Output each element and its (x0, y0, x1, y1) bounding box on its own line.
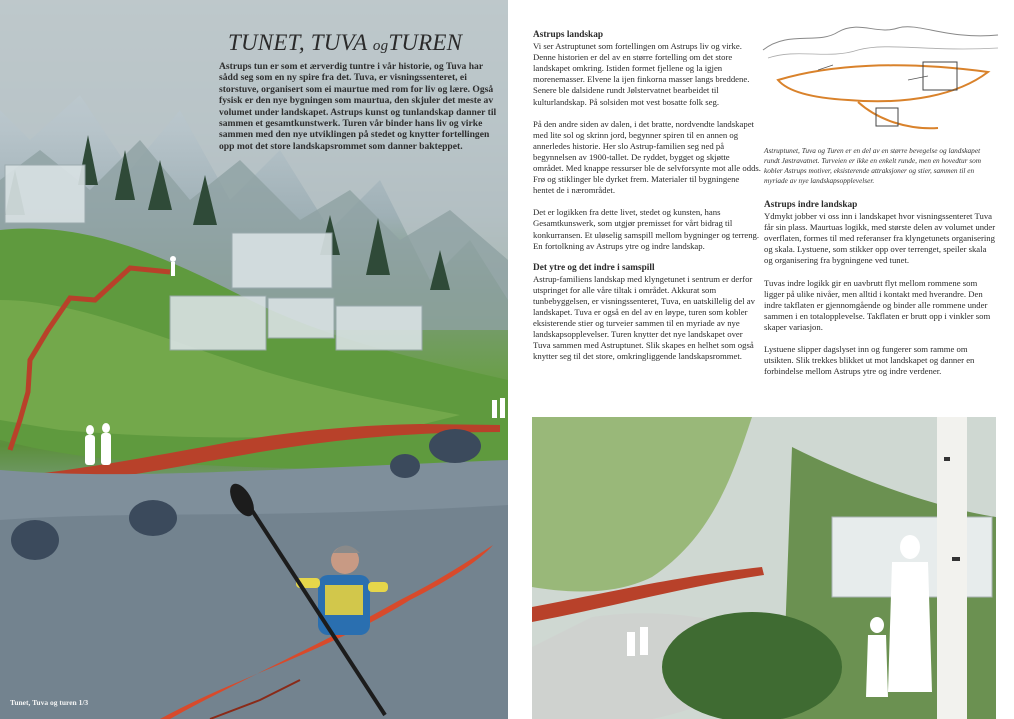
paragraph: Det er logikken fra dette livet, stedet og kunsten, hans Gesamtkunswerk, som utgjør premisset for vårt bidrag til konkurransen. Et uløselig samspill mellom bygninger og terreng. En fortolkning av Astrups ytre og indre landskap. (533, 207, 760, 251)
text-column-right (764, 200, 996, 388)
section-heading: Astrups indre landskap (764, 200, 858, 210)
rendering-illustration (532, 417, 996, 719)
paragraph: Lystuene slipper dagslyset inn og fungerer som ramme om utsikten. Slik trekkes blikket ut mot landskapet og danner en forbindelse mellom Astrups ytre og indre verdener. (764, 344, 975, 377)
interior-rendering (532, 417, 996, 719)
right-page (508, 0, 1014, 719)
sketch-caption: Astruptunet, Tuva og Turen er en del av en større bevegelse og landskapet rundt Jøstravatnet. Turveien er ikke en enkelt runde, men en hovedtur som kobler Astrups motiver, eksisterende attraksjoner og stier, sammen til en myriade av nye landskapsopplevelser. (764, 146, 982, 185)
paragraph: På den andre siden av dalen, i det bratte, nordvendte landskapet med lite sol og skrinn jord, begynner spiren til en annen og annerledes historie. Her slo Astrup-familien seg ned på begynnelsen av 1900-tallet. De ryddet, bygget og skjøtte området. Med knappe ressurser ble de selvforsynte mot alle odds. Frø og stiklinger ble dyrket frem. Materialer til bygningene hentet de i nærområdet. (533, 118, 761, 196)
section-heading: Astrups landskap (533, 30, 604, 40)
paragraph: Ydmykt jobber vi oss inn i landskapet hvor visningssenteret Tuva får sin plass. Maurtuas logikk, med største delen av volumet under overflaten, formes til med referanser fra klyngetunets organisering og skala. Lystuene, som stikker opp over terrenget, speiler skala og organisering fra bygningene ved tunet. (764, 211, 996, 266)
page-footer: Tunet, Tuva og turen 1/3 (10, 698, 89, 707)
page-title: TUNET, TUVA ogTUREN (228, 30, 463, 55)
text-column-left (533, 30, 761, 374)
site-sketch (758, 10, 1003, 140)
paragraph: Tuvas indre logikk gir en uavbrutt flyt mellom rommene som ligger på ulike nivåer, men alltid i kontakt med hverandre. Den indre takflaten er gjennomgående og binder alle rommene under sammen i en totalopplevelse. Takflaten er brutt opp i vinkler som skaper variasjon. (764, 277, 991, 332)
paragraph: Vi ser Astruptunet som fortellingen om Astrups liv og virke. Denne historien er del av en større fortelling om det store landskapet omkring. Istiden formet fjellene og la igjen morenemasser. Elvene la ijen finkorna masser langs breddene. Senere ble dalsidene rundt Jølstervatnet bearbeidet til kulturlandskap. På solsiden mot vest bosatte folk seg. (533, 41, 750, 107)
section-heading: Det ytre og det indre i samspill (533, 262, 655, 273)
paragraph: Astrup-familiens landskap med klyngetunet i sentrum er derfor utspringet for alle våre tiltak i området. Akkurat som tunbebyggelsen, er visningssenteret, Tuva, en uatskillelig del av landskapet. Tuva er også en del av en løype, turen som kobler eksisterende stier og turveier sammen til en myriade av nye landskapsopplevelser. Turen knytter det nye landskapet over Tuva sammen med Astruptunet. Slik skapes en helhet som også knytter seg til det store, omkringliggende landskapsrommet. (533, 273, 755, 362)
intro-text: Astrups tun er som et ærverdig tuntre i vår historie, og Tuva har sådd seg som en ny spire fra det. Tuva, er visningssenteret, ei storstuve, organisert som ei maurtue med rom for liv og lære. Også fysisk er den nye bygningen som maurtua, den skjuler det meste av volumet under landskapet. Astrups kunst og tunlandskap danner til sammen et gesamtkunstwerk. Turen vår binder hans liv og virke sammen med den nye utviklingen på stedet og knytter fortellingen opp mot det store landskapsrommet som danner bakteppet. (219, 61, 497, 152)
